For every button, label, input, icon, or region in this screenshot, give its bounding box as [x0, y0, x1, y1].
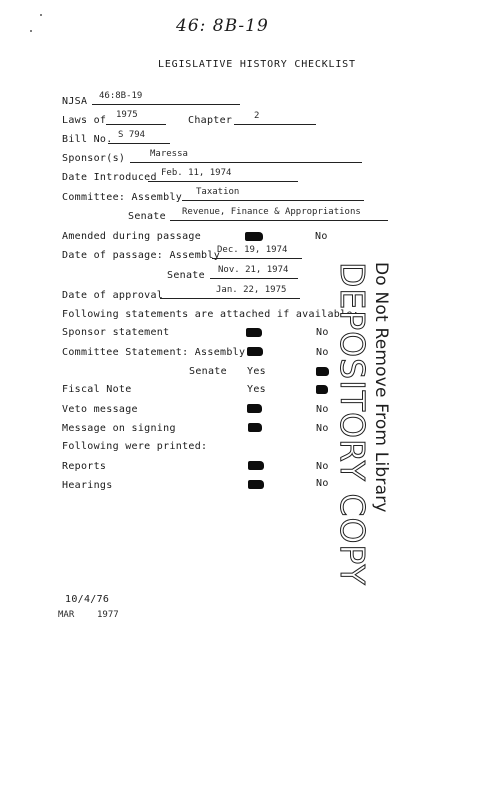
veto-message-label: Veto message — [62, 404, 138, 415]
redaction-mark — [247, 404, 262, 413]
passage-assembly-label: Date of passage: Assembly — [62, 250, 221, 261]
sponsors-line — [130, 162, 362, 163]
passage-assembly-value: Dec. 19, 1974 — [217, 245, 288, 255]
reports-label: Reports — [62, 461, 107, 472]
date-introduced-line — [148, 181, 298, 182]
do-not-remove-notice: Do Not Remove From Library — [371, 262, 391, 513]
redaction-mark — [248, 480, 264, 489]
redaction-mark — [316, 385, 328, 394]
received-stamp-year: 1977 — [97, 610, 119, 620]
passage-senate-line — [210, 278, 298, 279]
approval-value: Jan. 22, 1975 — [216, 285, 287, 295]
committee-statement-senate-yes: Yes — [247, 366, 266, 377]
hearings-label: Hearings — [62, 480, 113, 491]
sponsor-statement-label: Sponsor statement — [62, 327, 170, 338]
fiscal-note-label: Fiscal Note — [62, 384, 132, 395]
committee-statement-senate-label: Senate — [189, 366, 227, 377]
veto-message-no: No — [316, 404, 329, 415]
sponsors-value: Maressa — [150, 149, 188, 159]
committee-assembly-label: Committee: Assembly — [62, 192, 183, 203]
chapter-label: Chapter — [188, 115, 233, 126]
njsa-label: NJSA — [62, 96, 88, 107]
handwritten-reference: 46: 8B-19 — [176, 16, 269, 36]
passage-assembly-line — [212, 258, 302, 259]
approval-line — [160, 298, 300, 299]
printed-heading: Following were printed: — [62, 441, 208, 452]
document-title: LEGISLATIVE HISTORY CHECKLIST — [158, 59, 356, 70]
redaction-mark — [247, 347, 263, 356]
committee-statement-assembly-label: Committee Statement: Assembly — [62, 347, 246, 358]
redaction-mark — [246, 328, 262, 337]
bill-no-value: S 794 — [118, 130, 146, 140]
depository-copy-label: DEPOSITORY COPY — [333, 262, 372, 586]
amended-no: No — [315, 231, 328, 242]
laws-of-line — [106, 124, 166, 125]
committee-senate-label: Senate — [128, 211, 166, 222]
date-introduced-label: Date Introduced — [62, 172, 157, 183]
received-stamp-month: MAR — [58, 610, 75, 620]
chapter-line — [234, 124, 316, 125]
redaction-mark — [316, 367, 329, 376]
depository-stamp — [334, 262, 398, 586]
redaction-mark — [248, 461, 264, 470]
reports-no: No — [316, 461, 329, 472]
committee-statement-assembly-no: No — [316, 347, 329, 358]
sponsor-statement-no: No — [316, 327, 329, 338]
sponsors-label: Sponsor(s) — [62, 153, 126, 164]
njsa-line — [92, 104, 240, 105]
laws-of-label: Laws of — [62, 115, 107, 126]
redaction-mark — [245, 232, 263, 241]
statements-heading: Following statements are attached if available: — [62, 309, 360, 320]
scan-speck — [30, 30, 32, 32]
hearings-no: No — [316, 478, 329, 489]
passage-senate-label: Senate — [167, 270, 205, 281]
committee-assembly-line — [182, 200, 364, 201]
date-introduced-value: Feb. 11, 1974 — [161, 168, 232, 178]
approval-label: Date of approval — [62, 290, 164, 301]
chapter-value: 2 — [254, 111, 260, 121]
scan-speck — [40, 14, 42, 16]
footer-date: 10/4/76 — [65, 594, 110, 605]
redaction-mark — [248, 423, 262, 432]
bill-no-line — [108, 143, 170, 144]
committee-senate-line — [170, 220, 388, 221]
committee-assembly-value: Taxation — [196, 187, 240, 197]
signing-message-no: No — [316, 423, 329, 434]
passage-senate-value: Nov. 21, 1974 — [218, 265, 289, 275]
fiscal-note-yes: Yes — [247, 384, 266, 395]
amended-label: Amended during passage — [62, 231, 202, 242]
laws-of-value: 1975 — [116, 110, 138, 120]
njsa-value: 46:8B-19 — [99, 91, 143, 101]
bill-no-label: Bill No. — [62, 134, 113, 145]
signing-message-label: Message on signing — [62, 423, 176, 434]
committee-senate-value: Revenue, Finance & Appropriations — [182, 207, 361, 217]
